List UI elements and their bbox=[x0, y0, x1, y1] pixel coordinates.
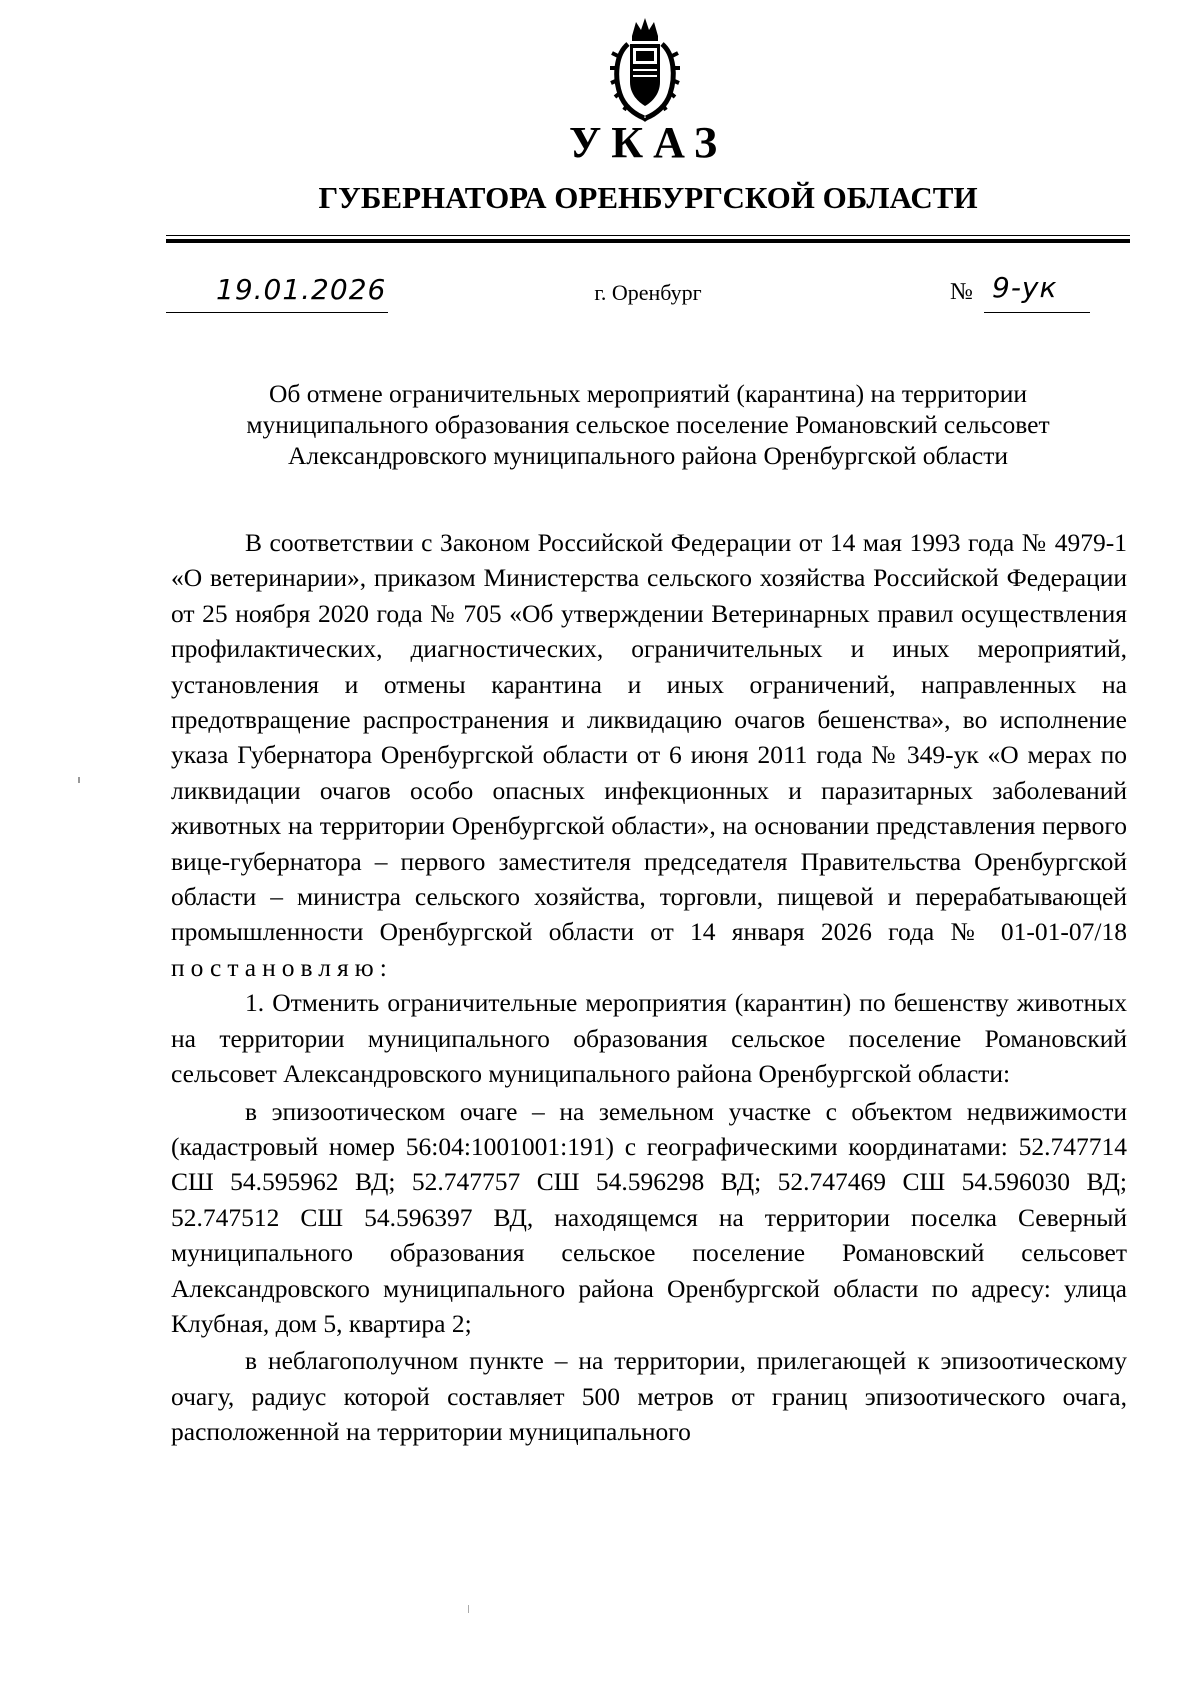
item-1-paragraph: 1. Отменить ограничительные мероприятия (карантин) по бешенству животных на территории муниципального образования сельское поселение Романовский сельсовет Александровского муниципального района Оренбургской области: bbox=[171, 988, 1127, 1089]
header-rule-thick bbox=[166, 239, 1130, 243]
title-line-2: муниципального образования сельское поселение Романовский сельсовет bbox=[246, 410, 1050, 439]
document-title bbox=[166, 378, 1130, 471]
document-type: УКАЗ bbox=[568, 118, 728, 167]
number-sign: № bbox=[950, 279, 973, 305]
scan-mark-bottom bbox=[468, 1605, 469, 1613]
header-rule-thin bbox=[166, 235, 1130, 236]
number-underline bbox=[984, 270, 1090, 313]
document-body bbox=[171, 525, 1127, 1450]
handwritten-number: 9-ук bbox=[992, 271, 1058, 304]
resolve-word: постановляю: bbox=[171, 952, 393, 982]
preamble-text: В соответствии с Законом Российской Федерации от 14 мая 1993 года № 4979-1 «О ветеринарии», приказом Министерства сельского хозяйства Российской Федерации от 25 ноября 2020 года № 705 «Об утверждении Ветеринарных правил осуществления профилактических, диагностических, ограничительных и иных мероприятий, установления и отмены карантина и иных ограничений, направленных на предотвращение распространения и ликвидацию очагов бешенства», во исполнение указа Губернатора Оренбургской области от 6 июня 2011 года № 349-ук «О мерах по ликвидации очагов особо опасных инфекционных и паразитарных заболеваний животных на территории Оренбургской области», на основании представления первого вице-губернатора – первого заместителя председателя Правительства Оренбургской области – министра сельского хозяйства, торговли, пищевой и перерабатывающей промышленности Оренбургской области от 14 января 2026 года № 01-01-07/18 bbox=[171, 528, 1127, 947]
handwritten-date: 19.01.2026 bbox=[216, 273, 387, 306]
preamble-paragraph bbox=[171, 525, 1127, 985]
unsafe-point-paragraph: в неблагополучном пункте – на территории, прилегающей к эпизоотическому очагу, радиус которой составляет 500 метров от границ эпизоотического очага, расположенной на территории муниципального bbox=[171, 1346, 1127, 1447]
scan-mark bbox=[78, 777, 80, 783]
number-field bbox=[950, 270, 1090, 312]
title-line-1: Об отмене ограничительных мероприятий (карантина) на территории bbox=[268, 379, 1028, 408]
title-line-3: Александровского муниципального района Оренбургской области bbox=[288, 441, 1008, 470]
place-of-issue: г. Оренбург bbox=[594, 280, 702, 305]
coat-of-arms-icon bbox=[608, 14, 682, 122]
issuer-title: ГУБЕРНАТОРА ОРЕНБУРГСКОЙ ОБЛАСТИ bbox=[318, 180, 978, 215]
focus-paragraph: в эпизоотическом очаге – на земельном участке с объектом недвижимости (кадастровый номер 56:04:1001001:191) с географическими координатами: 52.747714 СШ 54.595962 ВД; 52.747757 СШ 54.596298 ВД; 52.747469 СШ 54.596030 ВД; 52.747512 СШ 54.596397 ВД, находящемся на территории поселка Северный муниципального образования сельское поселение Романовский сельсовет Александровского муниципального района Оренбургской области по адресу: улица Клубная, дом 5, квартира 2; bbox=[171, 1096, 1127, 1338]
